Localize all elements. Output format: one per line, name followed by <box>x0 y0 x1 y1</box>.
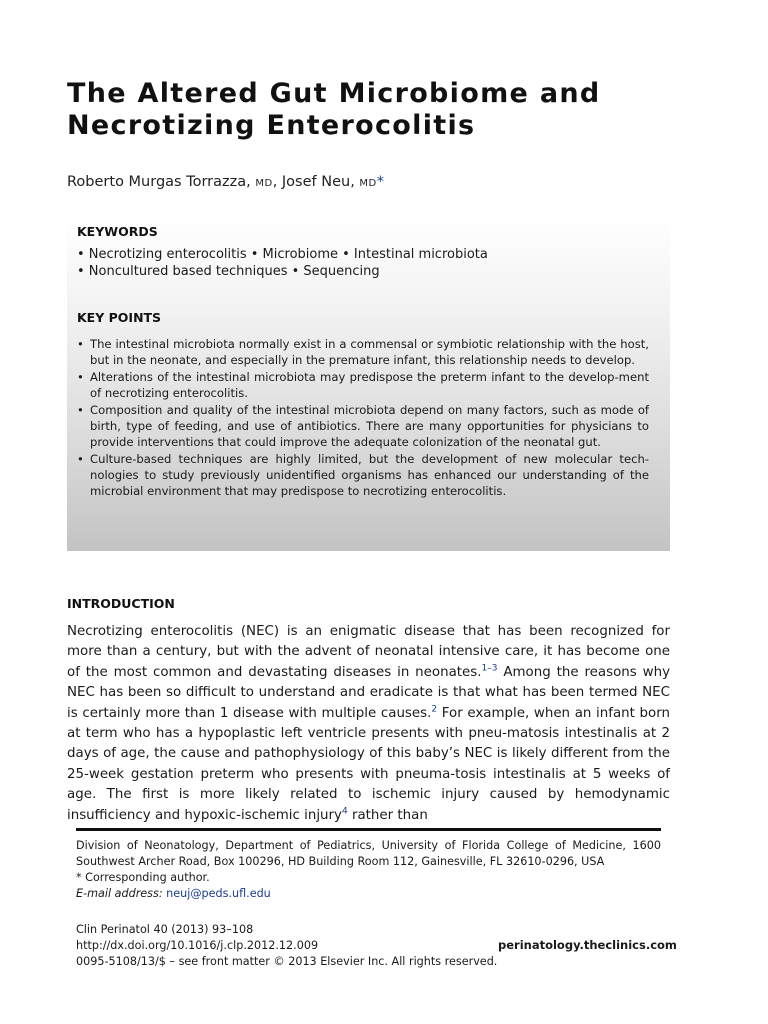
reference-link-4[interactable]: 4 <box>341 806 348 817</box>
bullet: • <box>77 370 84 384</box>
key-point-item <box>77 336 649 368</box>
keywords-line-1: • Necrotizing enterocolitis • Microbiome • Intestinal microbiota <box>77 247 488 262</box>
key-points-heading: KEY POINTS <box>77 310 162 325</box>
key-points-list <box>77 336 649 500</box>
reference-link-2[interactable]: 2 <box>431 704 438 715</box>
key-point-item <box>77 369 649 401</box>
key-point-text: Composition and quality of the intestinal microbiota depend on many factors, such as mode of birth, type of feeding, and use of antibiotics. There are many opportunities for physicians to provide interventions that could improve the adequate colonization of the neonatal gut. <box>90 403 649 449</box>
bullet: • <box>77 337 84 351</box>
keywords-keypoints-box <box>67 217 670 551</box>
key-point-text: Culture-based techniques are highly limited, but the development of new molecular tech-nologies to study previously unidentified organisms has enhanced our understanding of the microbial environment that may predispose to necrotizing enterocolitis. <box>90 452 649 498</box>
intro-text-2: Among the reasons why NEC has been so difficult to understand and eradicate is that what has been termed NEC is certainly more than 1 disease with multiple causes. <box>67 664 670 721</box>
title-line-1: The Altered Gut Microbiome and <box>67 78 601 109</box>
author-2-separator: , <box>350 174 360 190</box>
doi-link[interactable]: http://dx.doi.org/10.1016/j.clp.2012.12.009 <box>76 939 319 952</box>
key-point-text: Alterations of the intestinal microbiota may predispose the preterm infant to the develop-ment of necrotizing enterocolitis. <box>90 370 649 400</box>
footnote-divider <box>76 828 661 831</box>
author-1-name: Roberto Murgas Torrazza <box>67 174 247 190</box>
bullet: • <box>77 452 84 466</box>
author-2-degree: MD <box>359 178 377 189</box>
intro-text-4: rather than <box>347 807 428 823</box>
author-separator: , <box>272 174 282 190</box>
corresponding-author-mark[interactable]: * <box>376 174 384 190</box>
affiliation: Division of Neonatology, Department of Pediatrics, University of Florida College of Medicine, 1600 Southwest Archer Road, Box 100296, HD Building Room 112, Gainesville, FL 32610-0296, USA <box>76 839 661 868</box>
intro-text-3: For example, when an infant born at term who has a hypoplastic left ventricle presents with pneu-matosis intestinalis at 2 days of age, the cause and pathophysiology of this baby’s NEC is likely different from the 25-week gestation preterm who presents with pneuma-tosis intestinalis at 5 weeks of age. The first is more likely related to ischemic injury caused by hemodynamic insufficiency and hypoxic-ischemic injury <box>67 705 670 823</box>
journal-website: perinatology.theclinics.com <box>498 938 677 952</box>
reference-link-1-3[interactable]: 1–3 <box>481 663 498 674</box>
corresponding-author-note: * Corresponding author. <box>76 871 210 884</box>
author-2-name: Josef Neu <box>281 174 351 190</box>
key-point-item <box>77 451 649 499</box>
article-title <box>67 78 707 142</box>
intro-text-1: Necrotizing enterocolitis (NEC) is an enigmatic disease that has been recognized for more than a century, but with the advent of neonatal intensive care, it has become one of the most common and devastating diseases in neonates. <box>67 624 670 680</box>
keywords-heading: KEYWORDS <box>77 224 158 239</box>
key-point-item <box>77 402 649 450</box>
author-1-degree: MD <box>255 178 273 189</box>
keywords-line-2: • Noncultured based techniques • Sequencing <box>77 264 380 279</box>
author-1-separator: , <box>246 174 256 190</box>
bullet: • <box>77 403 84 417</box>
key-point-text: The intestinal microbiota normally exist in a commensal or symbiotic relationship with the host, but in the neonate, and especially in the premature infant, this relationship needs to develop. <box>90 337 649 367</box>
introduction-heading: INTRODUCTION <box>67 596 175 611</box>
footnote-block <box>76 838 661 902</box>
introduction-paragraph <box>67 622 670 826</box>
journal-citation: Clin Perinatol 40 (2013) 93–108 <box>76 923 254 936</box>
email-link[interactable]: neuj@peds.ufl.edu <box>166 887 271 900</box>
title-line-2: Necrotizing Enterocolitis <box>67 110 476 141</box>
author-list <box>67 174 384 190</box>
email-label: E-mail address: <box>76 887 163 900</box>
copyright-notice: 0095-5108/13/$ – see front matter © 2013 Elsevier Inc. All rights reserved. <box>76 955 498 968</box>
